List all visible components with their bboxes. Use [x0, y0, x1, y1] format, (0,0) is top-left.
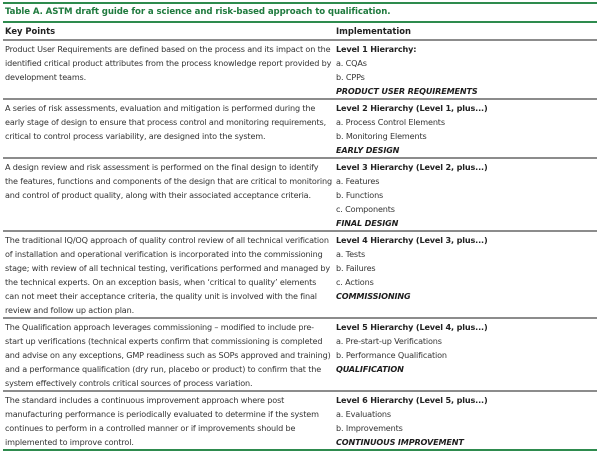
stage-label: CONTINUOUS IMPROVEMENT — [336, 437, 464, 447]
implementation-cell — [334, 40, 597, 99]
implementation-cell — [334, 318, 597, 391]
key-point-cell: A design review and risk assessment is performed on the final design to identify the features, functions and components of the design that are critical to monitoring and control of product quality, along with their associated acceptance criteria. — [3, 158, 334, 231]
level-item: b. CPPs — [336, 72, 365, 82]
level-heading: Level 4 Hierarchy (Level 3, plus...) — [336, 235, 488, 245]
stage-label: QUALIFICATION — [336, 364, 404, 374]
table-row — [3, 318, 597, 391]
level-item: b. Failures — [336, 263, 376, 273]
key-point-cell: Product User Requirements are defined based on the process and its impact on the identified critical product attributes from the process knowledge report provided by development teams. — [3, 40, 334, 99]
level-item: b. Functions — [336, 190, 384, 200]
level-heading: Level 5 Hierarchy (Level 4, plus...) — [336, 322, 488, 332]
table-row — [3, 40, 597, 99]
level-item: a. Features — [336, 176, 380, 186]
key-point-cell: The standard includes a continuous improvement approach where post manufacturing performance is periodically evaluated to determine if the system continues to perform in a controlled manner or if improvements should be implemented to improve control. — [3, 391, 334, 450]
level-heading: Level 1 Hierarchy: — [336, 44, 417, 54]
implementation-cell — [334, 99, 597, 158]
table-title: Table A. ASTM draft guide for a science and risk-based approach to qualification. — [5, 7, 391, 17]
stage-label: FINAL DESIGN — [336, 218, 399, 228]
implementation-cell — [334, 391, 597, 450]
header-row — [3, 23, 597, 40]
level-heading: Level 6 Hierarchy (Level 5, plus...) — [336, 395, 488, 405]
level-item: a. Evaluations — [336, 409, 391, 419]
header-key-points: Key Points — [3, 23, 334, 40]
level-item: b. Monitoring Elements — [336, 131, 427, 141]
level-heading: Level 2 Hierarchy (Level 1, plus...) — [336, 103, 488, 113]
level-item: b. Improvements — [336, 423, 403, 433]
table-row — [3, 231, 597, 318]
qualification-table — [3, 23, 597, 451]
key-point-cell: A series of risk assessments, evaluation and mitigation is performed during the early stage of design to ensure that process control and monitoring requirements, critical to control process variability, are designed into the system. — [3, 99, 334, 158]
level-item: a. Tests — [336, 249, 366, 259]
stage-label: PRODUCT USER REQUIREMENTS — [336, 86, 478, 96]
stage-label: COMMISSIONING — [336, 291, 411, 301]
level-heading: Level 3 Hierarchy (Level 2, plus...) — [336, 162, 488, 172]
level-item: b. Performance Qualification — [336, 350, 447, 360]
header-implementation: Implementation — [334, 23, 597, 40]
table-row — [3, 99, 597, 158]
level-item: c. Components — [336, 204, 395, 214]
level-item: a. Pre-start-up Verifications — [336, 336, 442, 346]
key-point-cell: The Qualification approach leverages commissioning – modified to include pre-start up verifications (technical experts confirm that commissioning is completed and advise on any exceptions, GMP readiness such as SOPs approved and training) and a performance qualification (dry run, placebo or product) to confirm that the system effectively controls critical sources of process variation. — [3, 318, 334, 391]
level-item: a. Process Control Elements — [336, 117, 445, 127]
key-point-cell: The traditional IQ/OQ approach of quality control review of all technical verification of installation and operational verification is incorporated into the commissioning stage; with review of all technical testing, verifications performed and managed by the technical experts. On an exception basis, when ‘critical to quality’ elements can not meet their acceptance criteria, the quality unit is involved with the final review and follow up action plan. — [3, 231, 334, 318]
table-row — [3, 391, 597, 450]
level-item: c. Actions — [336, 277, 374, 287]
implementation-cell — [334, 231, 597, 318]
stage-label: EARLY DESIGN — [336, 145, 400, 155]
table-row — [3, 158, 597, 231]
implementation-cell — [334, 158, 597, 231]
level-item: a. CQAs — [336, 58, 367, 68]
